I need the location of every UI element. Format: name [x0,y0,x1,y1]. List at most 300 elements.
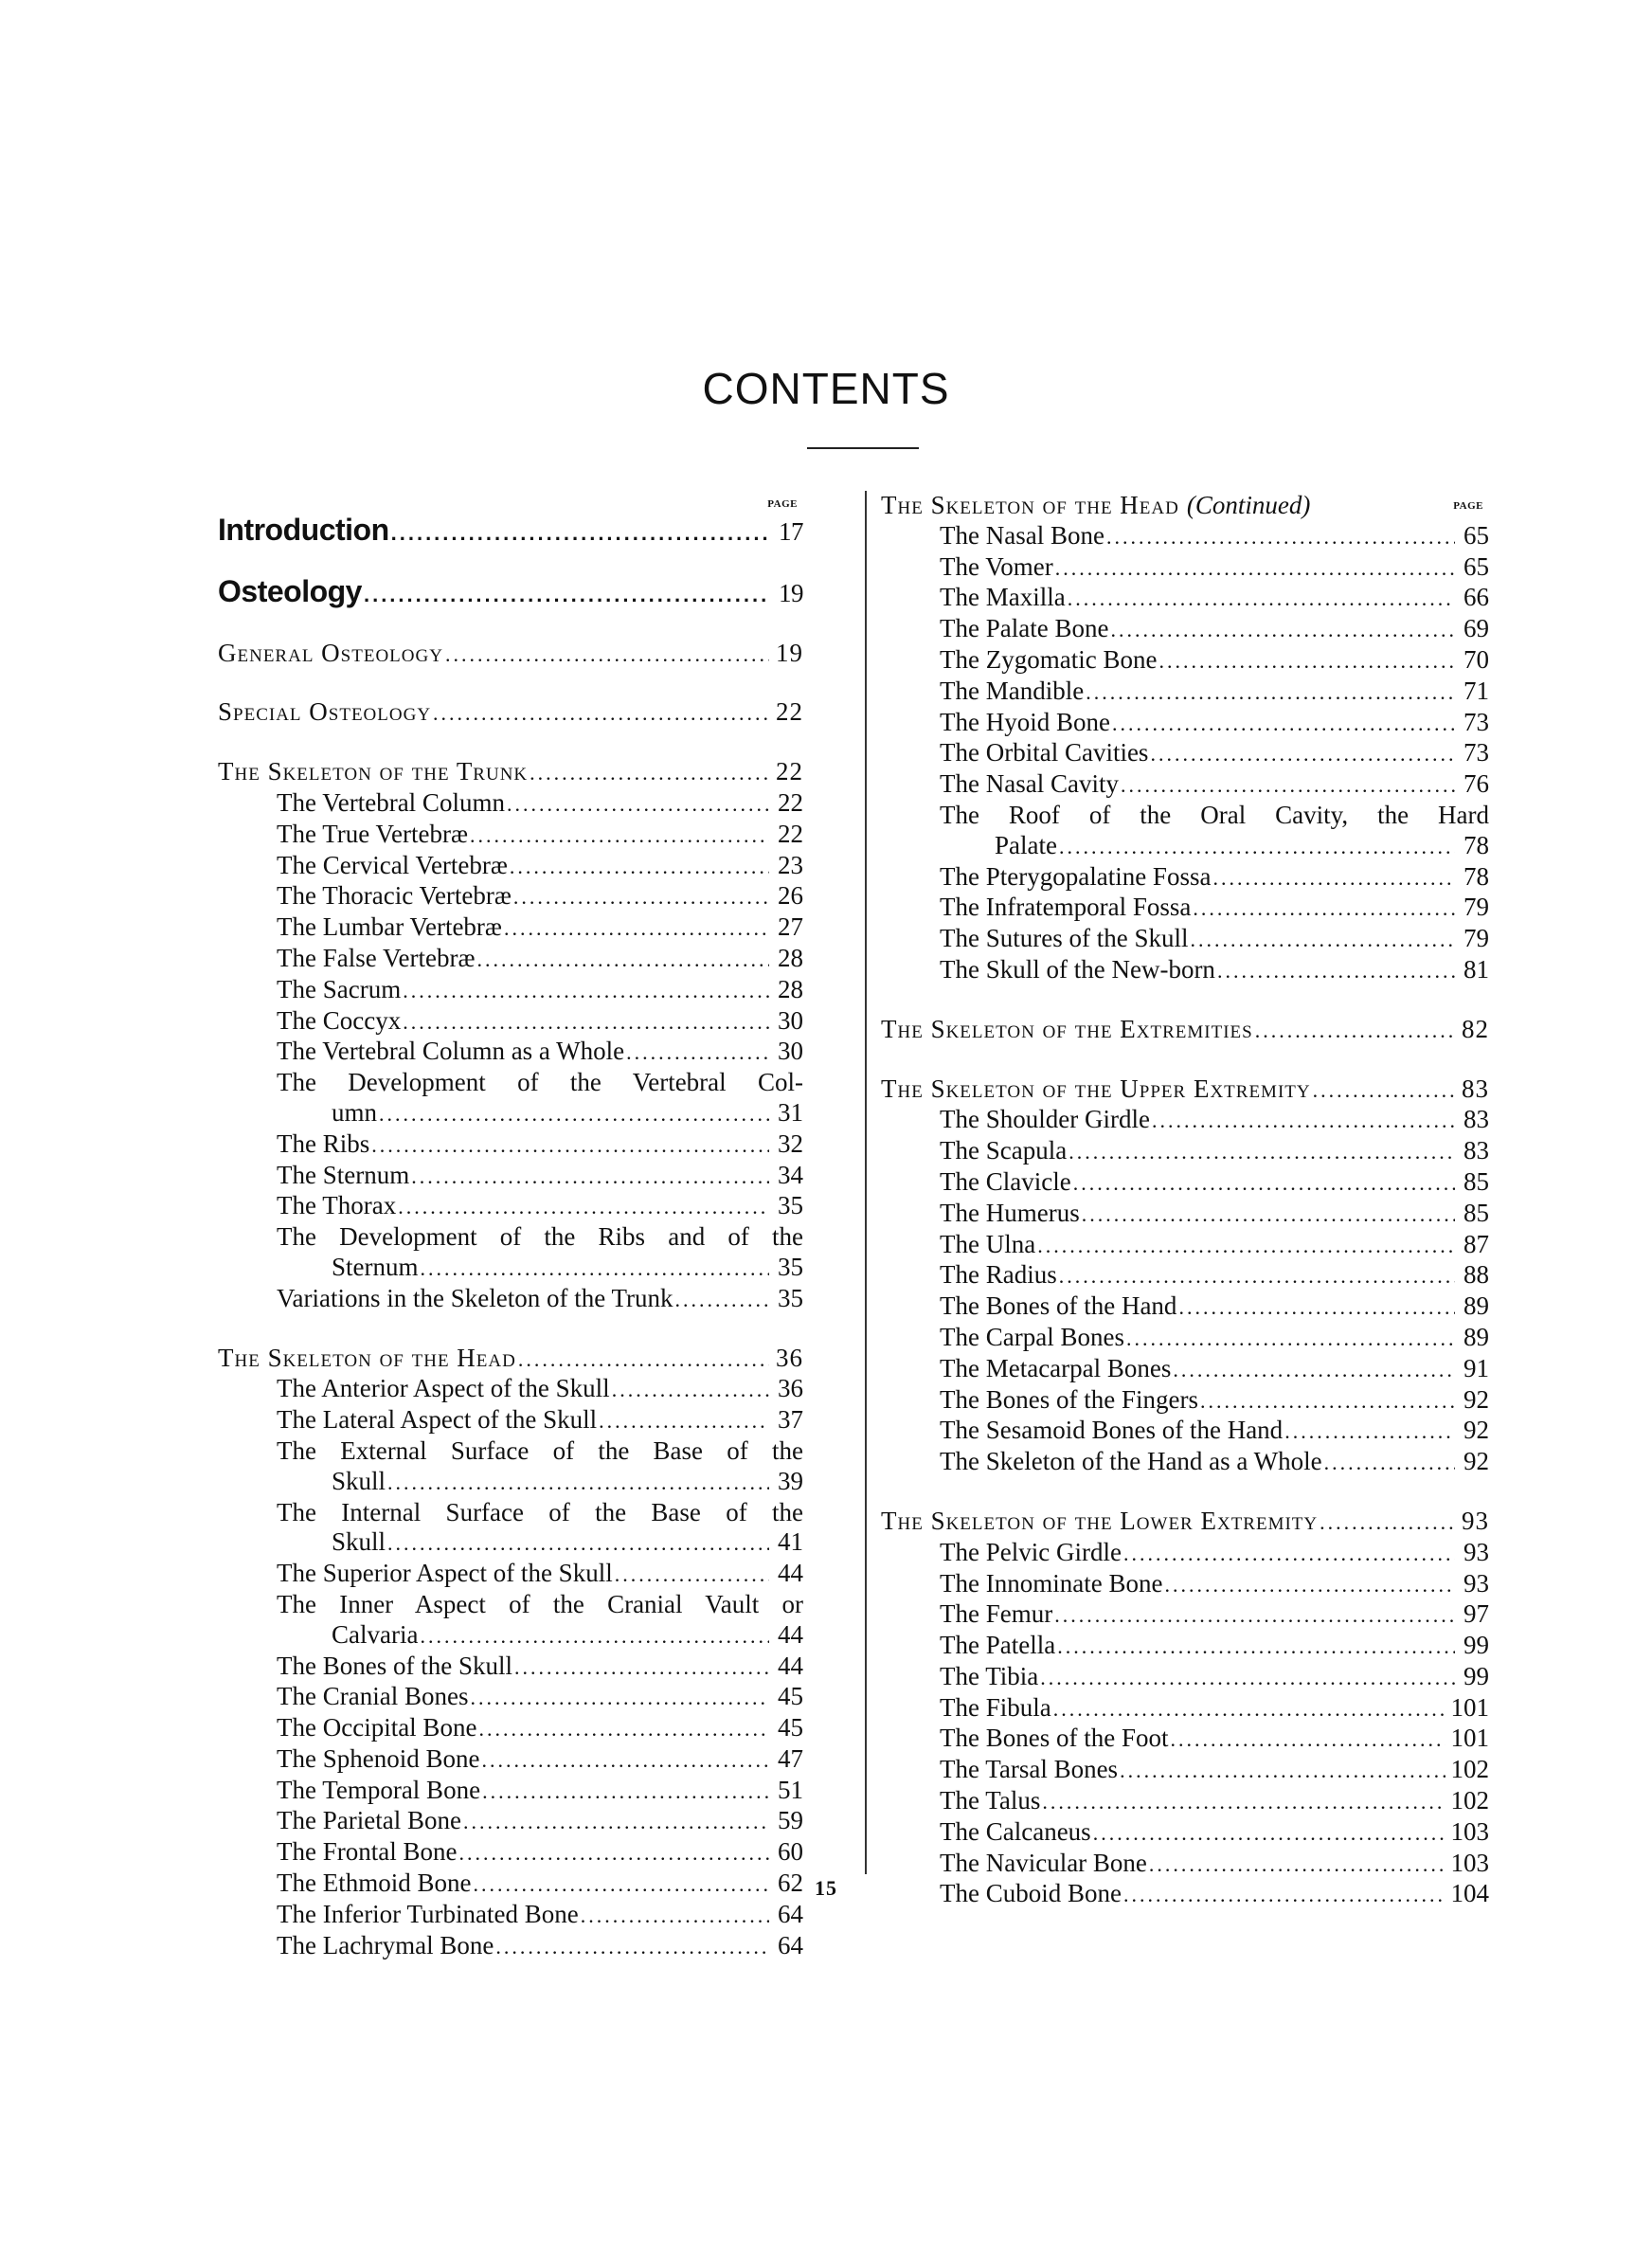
toc-entry-wrapped-line[interactable]: The Inner Aspect of the Cranial Vault or [277,1589,803,1618]
entry-page-number: 66 [1463,583,1489,612]
toc-entry[interactable] [881,1538,1489,1569]
dot-leader [478,1714,769,1744]
toc-entry[interactable] [881,1354,1489,1385]
continued-note: (Continued) [1186,491,1311,519]
toc-entry[interactable] [218,639,803,670]
toc-entry[interactable] [218,944,803,975]
entry-page-number: 51 [778,1775,803,1804]
dot-leader [1068,584,1455,614]
toc-entry[interactable] [218,1284,803,1315]
entry-page-number: 28 [778,974,803,1003]
section-gap [881,1046,1489,1074]
entry-label: The Vomer [940,551,1053,581]
dot-leader [1178,1292,1455,1323]
dot-leader [518,1345,769,1375]
dot-leader [1150,739,1455,769]
entry-page-number: 104 [1450,1879,1489,1908]
entry-page-number: 89 [1463,1322,1489,1351]
entry-label: The Tarsal Bones [940,1755,1119,1784]
dot-leader [1059,1261,1455,1291]
toc-entry[interactable] [218,912,803,944]
toc-entry[interactable] [218,1559,803,1590]
dot-leader [403,976,769,1006]
entry-label: The Nasal Cavity [940,769,1119,799]
toc-entry[interactable] [218,1652,803,1683]
entry-label: The Pelvic Girdle [940,1537,1122,1566]
dot-leader [1112,709,1455,739]
entry-label: The Calcaneus [940,1816,1091,1846]
toc-entry[interactable] [218,788,803,820]
entry-label: The Skeleton of the Lower Extremity [881,1506,1319,1535]
entry-page-number: 92 [1463,1384,1489,1414]
entry-page-number: 19 [779,578,803,607]
entry-label: The Femur [940,1599,1053,1629]
toc-entry[interactable] [881,1849,1489,1880]
entry-label: The Lateral Aspect of the Skull [277,1405,598,1435]
toc-entry-wrapped-line[interactable]: The Internal Surface of the Base of the [277,1497,803,1526]
toc-entry[interactable] [881,1385,1489,1417]
entry-label: Osteology [218,573,362,608]
toc-entry-wrapped-line[interactable]: The External Surface of the Base of the [277,1435,803,1465]
section-gap [218,729,803,757]
entry-label: The Scapula [940,1136,1068,1165]
entry-label: General Osteology [218,638,443,667]
dot-leader [481,1745,769,1776]
dot-leader [504,913,769,944]
entry-label: The Humerus [940,1198,1080,1227]
entry-page-number: 79 [1463,893,1489,922]
dot-leader [1126,1324,1455,1354]
toc-entry[interactable] [881,1167,1489,1199]
entry-label: The Coccyx [277,1005,402,1035]
entry-page-number: 70 [1463,644,1489,674]
entry-page-number: 81 [1463,954,1489,984]
entry-page-number: 82 [1462,1014,1489,1043]
dot-leader [391,518,769,549]
entry-label: The Pterygopalatine Fossa [940,861,1212,891]
toc-entry[interactable] [881,1199,1489,1230]
toc-entry[interactable] [218,1931,803,1962]
entry-label: Special Osteology [218,697,432,727]
toc-entry[interactable] [218,1161,803,1192]
entry-page-number: 78 [1463,830,1489,859]
toc-entry[interactable] [881,1105,1489,1136]
entry-label: The Anterior Aspect of the Skull [277,1374,610,1403]
toc-entry[interactable] [881,893,1489,924]
dot-leader [433,698,769,729]
toc-entry[interactable] [218,881,803,912]
continued-section-heading[interactable] [881,491,1489,521]
dot-leader [1324,1448,1455,1478]
dot-leader [470,821,769,851]
entry-label: The Innominate Bone [940,1568,1163,1598]
toc-entry[interactable] [218,1806,803,1837]
dot-leader [1200,1386,1455,1417]
toc-entry[interactable] [881,955,1489,986]
toc-entry[interactable] [881,1724,1489,1755]
dot-leader [612,1375,769,1405]
dot-leader [1173,1355,1455,1385]
dot-leader [1042,1787,1445,1817]
entry-label: The Thorax [277,1191,397,1220]
dot-leader [1212,863,1455,894]
entry-page-number: 45 [778,1713,803,1742]
dot-leader [482,1777,769,1807]
dot-leader [599,1406,769,1436]
toc-entry[interactable] [881,924,1489,955]
entry-page-number: 83 [1463,1105,1489,1134]
toc-entry[interactable] [881,1323,1489,1354]
entry-label: The Vertebral Column as a Whole [277,1037,625,1066]
entry-page-number: 30 [778,1037,803,1066]
entry-page-number: 92 [1463,1416,1489,1445]
entry-label: The True Vertebræ [277,819,468,848]
toc-entry[interactable] [218,1776,803,1807]
entry-page-number: 44 [778,1619,803,1649]
entry-label: The Shoulder Girdle [940,1105,1150,1134]
dot-leader [398,1192,769,1222]
entry-label: The Frontal Bone [277,1837,458,1867]
entry-page-number: 59 [778,1806,803,1835]
entry-page-number: 34 [778,1160,803,1189]
entry-page-number: 71 [1463,676,1489,705]
entry-label: The Hyoid Bone [940,707,1110,736]
entry-page-number: 101 [1450,1692,1489,1722]
entry-page-number: 91 [1463,1353,1489,1382]
dot-leader [379,1099,769,1129]
toc-entry[interactable] [881,614,1489,645]
toc-entry[interactable] [218,1405,803,1436]
dot-leader [1057,1632,1455,1662]
entry-label: Introduction [218,513,389,547]
toc-entry[interactable] [881,1817,1489,1849]
entry-label: The Bones of the Fingers [940,1384,1198,1414]
dot-leader [1055,553,1455,584]
entry-label: The Skeleton of the Extremities [881,1014,1253,1043]
entry-page-number: 103 [1450,1816,1489,1846]
dot-leader [1073,1168,1455,1199]
section-gap [218,549,803,577]
toc-entry[interactable] [218,1006,803,1038]
dot-leader [1110,615,1455,645]
dot-leader [581,1901,769,1931]
entry-page-number: 35 [778,1283,803,1312]
entry-page-number: 36 [776,1343,803,1372]
dot-leader [495,1932,769,1962]
toc-entry[interactable] [218,1527,803,1559]
dot-leader [1164,1570,1455,1600]
dot-leader [1054,1600,1455,1631]
toc-entry[interactable] [881,1599,1489,1631]
toc-entry[interactable] [881,1416,1489,1447]
dot-leader [513,882,769,912]
dot-leader [530,758,769,788]
dot-leader [1320,1508,1455,1538]
dot-leader [421,1254,770,1284]
entry-label: The Cranial Bones [277,1682,469,1711]
entry-page-number: 35 [778,1252,803,1281]
entry-label: Palate [995,830,1057,859]
entry-page-number: 64 [778,1930,803,1959]
entry-label: The Cervical Vertebræ [277,850,508,879]
dot-leader [1284,1417,1455,1447]
entry-label: The Sternum [277,1160,410,1189]
section-gap [218,610,803,639]
toc-right-column: PAGE The Skeleton of the Head (Continued) The Nasal Bone ..... 65 The Vomer ..... 65 The Maxilla ..... 66 The Palate Bone ..... 69 The Zygomatic Bone ..... 70 The Mandible ..... 71 The Hyoid Bone ..... 73 The Orbital Cavities ..... 73 The Nasal Cavity ..... 76 The Roof of the Oral Cavity, the Hard Palate ..... 78 The Pterygopalatine Fossa ..... 78 The Infratemporal Fossa ..... 79 The Sutures of the Skull ..... 79 The Skull of the New-born ..... 81 The Skeleton of the Extremities ..... 82 The Skeleton of the Upper Extremity ..... 83 The Shoulder Girdle ..... 83 The Scapula ..... 83 The Clavicle ..... 85 The Humerus ..... 85 The Ulna ..... 87 The Radius ..... 88 The Bones of the Hand ..... 89 The Carpal Bones ..... 89 The Metacarpal Bones ..... 91 The Bones of the Fingers ..... 92 The Sesamoid Bones of the Hand ..... 92 The Skeleton of the Hand as a Whole ..... 92 The Skeleton of the Lower Extremity ..... 93 The Pelvic Girdle ..... 93 The Innominate Bone ..... 93 The Femur ..... 97 The Patella ..... 99 The Tibia ..... 99 The Fibula ..... 101 The Bones of the Foot ..... 101 The Tarsal Bones ..... 102 The Talus ..... 102 The Calcaneus ..... 103 The Navicular Bone ..... 103 The Cuboid Bone ..... 104 [881,491,1489,1910]
entry-page-number: 64 [778,1899,803,1928]
entry-page-number: 93 [1463,1568,1489,1598]
dot-leader [1170,1724,1445,1755]
entry-page-number: 78 [1463,861,1489,891]
dot-leader [1093,1818,1446,1849]
toc-entry[interactable] [218,1191,803,1222]
entry-label: The Superior Aspect of the Skull [277,1559,613,1588]
dot-leader [1190,925,1455,955]
entry-label: The Orbital Cavities [940,738,1149,767]
toc-entry[interactable] [881,552,1489,584]
toc-entry[interactable] [218,1837,803,1869]
dot-leader [1123,1539,1455,1569]
entry-page-number: 93 [1462,1506,1489,1535]
entry-page-number: 39 [778,1466,803,1495]
entry-label: umn [332,1097,378,1127]
toc-entry[interactable] [881,1230,1489,1261]
entry-label: Sternum [332,1252,419,1281]
entry-page-number: 73 [1463,707,1489,736]
entry-page-number: 22 [778,787,803,817]
entry-page-number: 87 [1463,1229,1489,1258]
toc-entry[interactable] [218,851,803,882]
entry-label: The Patella [940,1631,1056,1660]
entry-label: The Ribs [277,1128,370,1158]
entry-page-number: 73 [1463,738,1489,767]
entry-label: The Navicular Bone [940,1848,1147,1877]
entry-label: The Skeleton of the Upper Extremity [881,1074,1311,1103]
entry-label: The Clavicle [940,1166,1071,1196]
toc-entry[interactable] [218,1344,803,1375]
toc-entry[interactable] [218,1467,803,1498]
entry-label: The Bones of the Foot [940,1724,1169,1753]
dot-leader [1068,1137,1455,1167]
entry-page-number: 83 [1462,1074,1489,1103]
entry-page-number: 47 [778,1743,803,1773]
entry-page-number: 92 [1463,1447,1489,1476]
toc-entry[interactable] [881,1260,1489,1291]
toc-entry[interactable] [218,1713,803,1744]
toc-entry[interactable] [881,831,1489,862]
toc-entry[interactable] [881,583,1489,614]
entry-page-number: 102 [1450,1755,1489,1784]
toc-entry[interactable] [881,1662,1489,1693]
dot-leader [626,1038,769,1068]
dot-leader [470,1683,769,1713]
toc-entry[interactable] [218,757,803,788]
toc-entry[interactable] [881,521,1489,552]
entry-page-number: 69 [1463,614,1489,643]
toc-entry[interactable] [218,697,803,729]
entry-label: The Thoracic Vertebræ [277,881,512,911]
dot-leader [510,852,769,882]
entry-label: The Bones of the Skull [277,1651,512,1680]
entry-page-number: 89 [1463,1291,1489,1321]
entry-label: The Radius [940,1260,1057,1290]
entry-label: The Sesamoid Bones of the Hand [940,1416,1284,1445]
entry-label: The Skeleton of the Hand as a Whole [940,1447,1322,1476]
dot-leader [463,1807,769,1837]
toc-entry[interactable] [881,862,1489,894]
toc-entry[interactable] [881,1569,1489,1600]
entry-label: The Sphenoid Bone [277,1743,480,1773]
dot-leader [1059,832,1455,862]
entry-page-number: 26 [778,881,803,911]
column-divider [865,491,867,1874]
toc-entry[interactable] [881,1693,1489,1724]
entry-label: The Parietal Bone [277,1806,461,1835]
entry-page-number: 23 [778,850,803,879]
entry-label: The Nasal Bone [940,520,1104,550]
dot-leader [1217,956,1455,986]
toc-entry[interactable] [218,1037,803,1068]
toc-entry[interactable] [881,1786,1489,1817]
dot-leader [403,1007,769,1038]
entry-page-number: 83 [1463,1136,1489,1165]
heading-label: The Skeleton of the Head [881,491,1179,519]
dot-leader [1086,677,1455,708]
toc-entry-wrapped-line[interactable]: The Development of the Vertebral Col- [277,1068,803,1097]
dot-leader [1255,1016,1455,1046]
dot-leader [1120,1756,1445,1786]
entry-page-number: 93 [1463,1537,1489,1566]
toc-entry[interactable] [881,708,1489,739]
toc-entry[interactable] [218,1374,803,1405]
section-gap [881,1478,1489,1507]
dot-leader [371,1130,769,1161]
toc-entry[interactable] [881,769,1489,801]
entry-label: The Temporal Bone [277,1775,481,1804]
section-gap [881,986,1489,1015]
dot-leader [387,1528,769,1559]
toc-entry[interactable] [218,515,803,549]
toc-entry[interactable] [218,1129,803,1161]
entry-page-number: 102 [1450,1786,1489,1815]
entry-page-number: 30 [778,1005,803,1035]
entry-page-number: 99 [1463,1631,1489,1660]
dot-leader [1158,646,1455,677]
entry-page-number: 28 [778,943,803,972]
entry-page-number: 60 [778,1837,803,1867]
entry-page-number: 22 [778,819,803,848]
entry-label: The False Vertebræ [277,943,476,972]
entry-label: The Mandible [940,676,1085,705]
toc-entry[interactable] [881,1291,1489,1323]
entry-label: The Occipital Bone [277,1713,477,1742]
toc-left-list [218,515,803,1961]
page-number: 15 [815,1876,837,1900]
dot-leader [1082,1200,1455,1230]
dot-leader [420,1621,769,1652]
dot-leader [1040,1663,1455,1693]
toc-entry[interactable] [881,1015,1489,1046]
dot-leader [1121,770,1455,801]
toc-entry[interactable] [218,1900,803,1931]
entry-page-number: 97 [1463,1599,1489,1629]
toc-entry[interactable] [218,573,803,610]
dot-leader [1152,1106,1455,1136]
toc-entry[interactable] [218,1253,803,1284]
entry-label: The Carpal Bones [940,1322,1124,1351]
entry-page-number: 22 [776,757,803,786]
entry-label: The Fibula [940,1692,1051,1722]
section-gap [218,669,803,697]
entry-page-number: 36 [778,1374,803,1403]
toc-left-column [218,491,803,1961]
dot-leader [445,640,769,670]
toc-entry[interactable] [881,1755,1489,1786]
entry-page-number: 35 [778,1191,803,1220]
dot-leader [411,1162,769,1192]
entry-label: The Bones of the Hand [940,1291,1177,1321]
entry-page-number: 44 [778,1651,803,1680]
toc-entry[interactable] [881,677,1489,708]
toc-entry[interactable] [218,1620,803,1652]
page-title: CONTENTS [702,364,950,413]
entry-page-number: 19 [776,638,803,667]
toc-entry[interactable] [218,820,803,851]
entry-label: The Sutures of the Skull [940,924,1189,953]
toc-entry-wrapped-line[interactable]: The Roof of the Oral Cavity, the Hard [940,800,1489,829]
entry-page-number: 85 [1463,1166,1489,1196]
toc-entry[interactable] [881,1631,1489,1662]
entry-label: The Lumbar Vertebræ [277,912,502,942]
page-label-left: PAGE [767,498,798,510]
entry-page-number: 79 [1463,924,1489,953]
toc-entry[interactable] [881,1507,1489,1538]
entry-page-number: 65 [1463,551,1489,581]
entry-page-number: 41 [778,1527,803,1557]
dot-leader [1037,1231,1455,1261]
toc-entry[interactable] [881,1136,1489,1167]
entry-label: The Maxilla [940,583,1066,612]
dot-leader [507,789,769,820]
toc-entry[interactable] [881,645,1489,677]
toc-entry[interactable] [218,1682,803,1713]
toc-entry[interactable] [218,1744,803,1776]
toc-entry-wrapped-line[interactable]: The Development of the Ribs and of the [277,1222,803,1252]
toc-entry[interactable] [218,1098,803,1129]
entry-label: The Inferior Turbinated Bone [277,1899,579,1928]
entry-page-number: 103 [1450,1848,1489,1877]
entry-label: The Vertebral Column [277,787,505,817]
title-rule [807,447,919,449]
entry-page-number: 45 [778,1682,803,1711]
dot-leader [1193,894,1455,924]
entry-page-number: 22 [776,697,803,727]
dot-leader [476,945,769,975]
toc-entry[interactable] [881,738,1489,769]
toc-entry[interactable] [881,1447,1489,1478]
entry-page-number: 101 [1450,1724,1489,1753]
entry-label: The Infratemporal Fossa [940,893,1192,922]
entry-page-number: 88 [1463,1260,1489,1290]
entry-label: The Palate Bone [940,614,1109,643]
entry-label: The Metacarpal Bones [940,1353,1172,1382]
entry-page-number: 76 [1463,769,1489,799]
entry-page-number: 99 [1463,1661,1489,1690]
toc-entry[interactable] [218,975,803,1006]
entry-label: The Cuboid Bone [940,1879,1122,1908]
dot-leader [674,1285,769,1315]
toc-entry[interactable] [881,1074,1489,1106]
